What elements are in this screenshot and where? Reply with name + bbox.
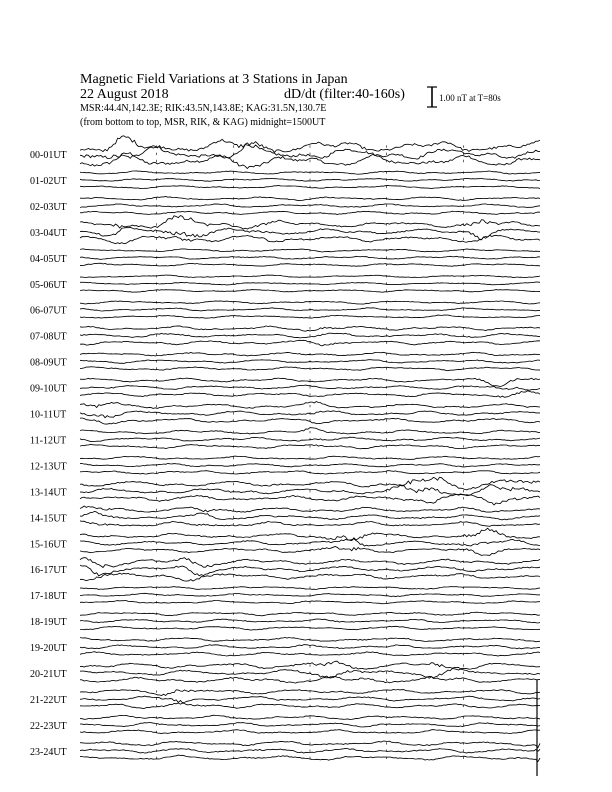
row-label: 12-13UT <box>30 461 67 473</box>
trace-KAG-15-16UT <box>80 528 540 540</box>
row-01-02UT <box>30 171 540 189</box>
row-label: 13-14UT <box>30 487 67 499</box>
scale-bar <box>427 87 437 107</box>
row-13-14UT <box>30 477 540 505</box>
trace-KAG-03-04UT <box>80 216 540 229</box>
chart-date: 22 August 2018 <box>80 87 169 102</box>
row-00-01UT <box>30 136 540 169</box>
row-label: 05-06UT <box>30 279 67 291</box>
row-12-13UT <box>30 456 540 474</box>
station-coordinates: MSR:44.4N,142.3E; RIK:43.5N,143.8E; KAG:31.5N,130.7E <box>80 103 327 114</box>
row-label: 07-08UT <box>30 331 67 343</box>
row-label: 14-15UT <box>30 513 67 525</box>
row-label: 08-09UT <box>30 357 67 369</box>
row-06-07UT <box>30 301 540 318</box>
row-22-23UT <box>30 715 540 733</box>
chart-title: Magnetic Field Variations at 3 Stations in Japan <box>80 72 348 87</box>
row-20-21UT <box>30 661 540 683</box>
row-10-11UT <box>30 402 540 425</box>
row-label: 10-11UT <box>30 409 67 421</box>
row-label: 22-23UT <box>30 720 67 732</box>
row-label: 06-07UT <box>30 305 67 317</box>
row-label: 23-24UT <box>30 746 67 758</box>
row-label: 15-16UT <box>30 539 67 551</box>
row-18-19UT <box>30 612 540 630</box>
row-08-09UT <box>30 352 540 370</box>
row-04-05UT <box>30 249 540 266</box>
row-09-10UT <box>30 378 540 397</box>
row-19-20UT <box>30 637 540 656</box>
trace-RIK-14-15UT <box>80 511 540 520</box>
row-label: 11-12UT <box>30 435 67 447</box>
row-label: 03-04UT <box>30 227 67 239</box>
row-label: 02-03UT <box>30 201 67 213</box>
row-label: 09-10UT <box>30 383 67 395</box>
trace-RIK-16-17UT <box>80 565 540 576</box>
chart-filter: dD/dt (filter:40-160s) <box>284 87 405 102</box>
row-label: 16-17UT <box>30 565 67 577</box>
row-label: 04-05UT <box>30 253 67 265</box>
row-11-12UT <box>30 428 540 449</box>
row-14-15UT <box>30 506 540 526</box>
row-label: 00-01UT <box>30 150 67 161</box>
row-15-16UT <box>30 528 540 555</box>
station-order-note: (from bottom to top, MSR, RIK, & KAG) midnight=1500UT <box>80 117 326 128</box>
row-21-22UT <box>30 690 540 709</box>
row-label: 17-18UT <box>30 591 67 603</box>
row-16-17UT <box>30 558 540 582</box>
row-17-18UT <box>30 587 540 604</box>
row-07-08UT <box>30 326 540 346</box>
row-label: 19-20UT <box>30 643 67 655</box>
row-label: 21-22UT <box>30 694 67 706</box>
scale-bar-label: 1.00 nT at T=80s <box>439 93 501 103</box>
row-label: 20-21UT <box>30 669 67 680</box>
row-03-04UT <box>30 216 540 244</box>
trace-KAG-00-01UT <box>80 136 540 153</box>
row-label: 18-19UT <box>30 617 67 629</box>
row-23-24UT <box>30 741 540 762</box>
trace-MSR-13-14UT <box>80 494 540 505</box>
row-05-06UT <box>30 275 540 292</box>
row-label: 01-02UT <box>30 175 67 187</box>
row-02-03UT <box>30 197 540 215</box>
